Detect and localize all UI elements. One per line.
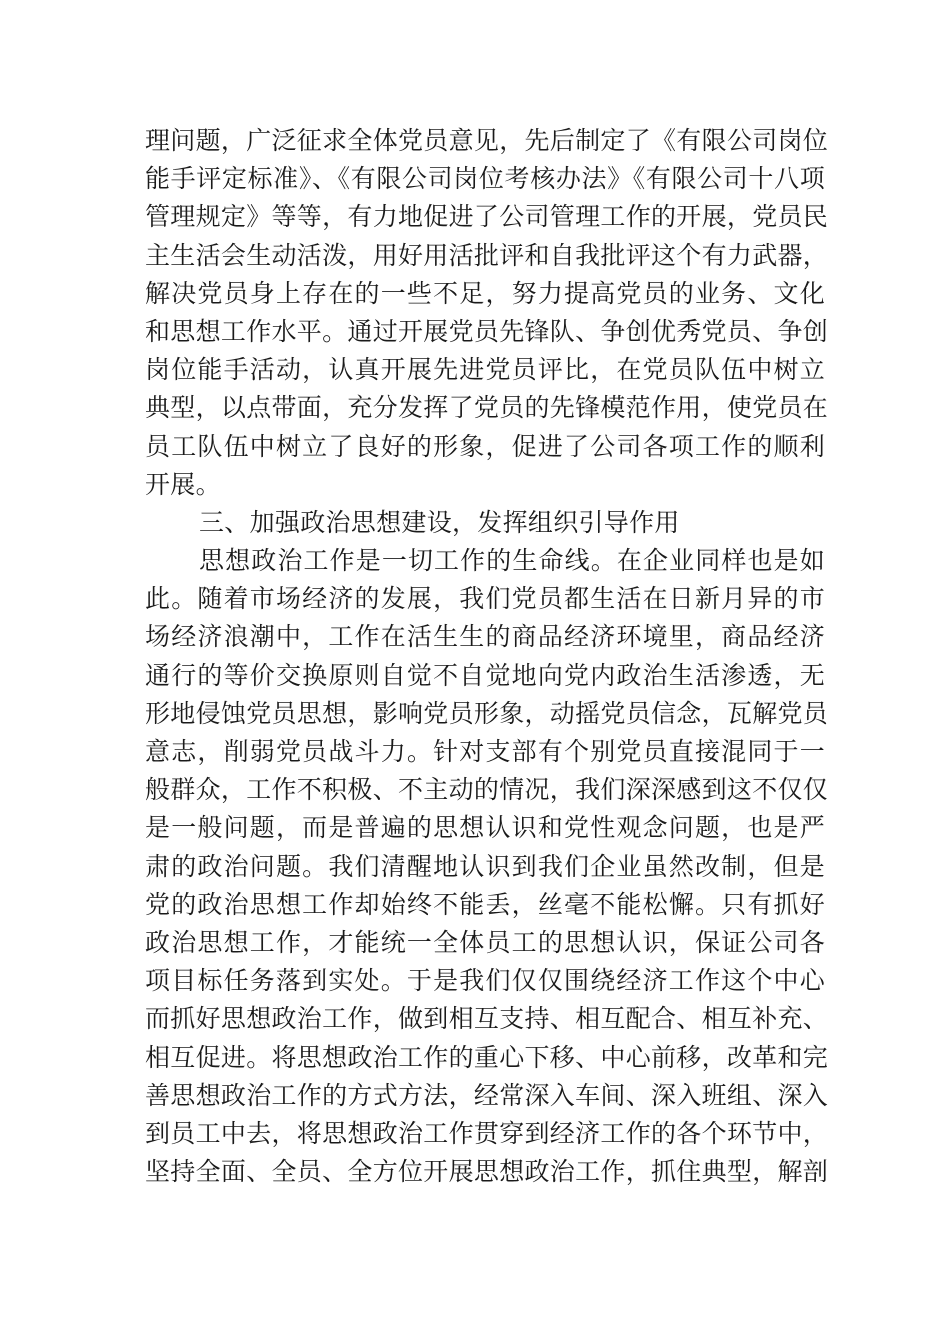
- text-line: 管理规定》等等，有力地促进了公司管理工作的开展，党员民: [145, 202, 829, 232]
- text-line: 坚持全面、全员、全方位开展思想政治工作，抓住典型，解剖: [145, 1157, 829, 1187]
- text-line: 场经济浪潮中，工作在活生生的商品经济环境里，商品经济: [145, 622, 825, 652]
- text-line: 此。随着市场经济的发展，我们党员都生活在日新月异的市: [145, 584, 825, 614]
- text-line: 能手评定标准》、《有限公司岗位考核办法》《有限公司十八项: [145, 164, 825, 194]
- text-line: 理问题，广泛征求全体党员意见，先后制定了《有限公司岗位: [145, 126, 829, 155]
- text-line: 员工队伍中树立了良好的形象，促进了公司各项工作的顺利: [145, 431, 825, 461]
- text-line: 思想政治工作是一切工作的生命线。在企业同样也是如: [199, 546, 825, 576]
- text-line: 善思想政治工作的方式方法，经常深入车间、深入班组、深入: [145, 1080, 829, 1110]
- text-line: 解决党员身上存在的一些不足，努力提高党员的业务、文化: [145, 278, 825, 308]
- section-heading: 三、加强政治思想建设，发挥组织引导作用: [199, 507, 680, 537]
- text-line: 般群众，工作不积极、不主动的情况，我们深深感到这不仅仅: [145, 775, 829, 805]
- text-line: 形地侵蚀党员思想，影响党员形象，动摇党员信念，瓦解党员: [145, 698, 829, 728]
- text-line: 和思想工作水平。通过开展党员先锋队、争创优秀党员、争创: [145, 316, 829, 346]
- text-line: 而抓好思想政治工作，做到相互支持、相互配合、相互补充、: [145, 1004, 829, 1034]
- text-line: 党的政治思想工作却始终不能丢，丝毫不能松懈。只有抓好: [145, 889, 825, 919]
- text-line: 意志，削弱党员战斗力。针对支部有个别党员直接混同于一: [145, 737, 825, 766]
- document-body: [145, 122, 829, 1191]
- text-line: 典型，以点带面，充分发挥了党员的先锋模范作用，使党员在: [145, 393, 829, 423]
- text-line: 到员工中去，将思想政治工作贯穿到经济工作的各个环节中，: [145, 1118, 829, 1148]
- text-line: 岗位能手活动，认真开展先进党员评比，在党员队伍中树立: [145, 355, 825, 385]
- text-line: 是一般问题，而是普遍的思想认识和党性观念问题，也是严: [145, 813, 825, 843]
- text-line: 主生活会生动活泼，用好用活批评和自我批评这个有力武器，: [145, 240, 829, 270]
- text-line: 肃的政治问题。我们清醒地认识到我们企业虽然改制，但是: [145, 851, 825, 881]
- text-line: 相互促进。将思想政治工作的重心下移、中心前移，改革和完: [145, 1042, 829, 1072]
- text-line: 开展。: [145, 469, 221, 499]
- text-line: 通行的等价交换原则自觉不自觉地向党内政治生活渗透，无: [145, 660, 825, 690]
- text-line: 政治思想工作，才能统一全体员工的思想认识，保证公司各: [145, 927, 825, 957]
- text-line: 项目标任务落到实处。于是我们仅仅围绕经济工作这个中心: [145, 966, 825, 996]
